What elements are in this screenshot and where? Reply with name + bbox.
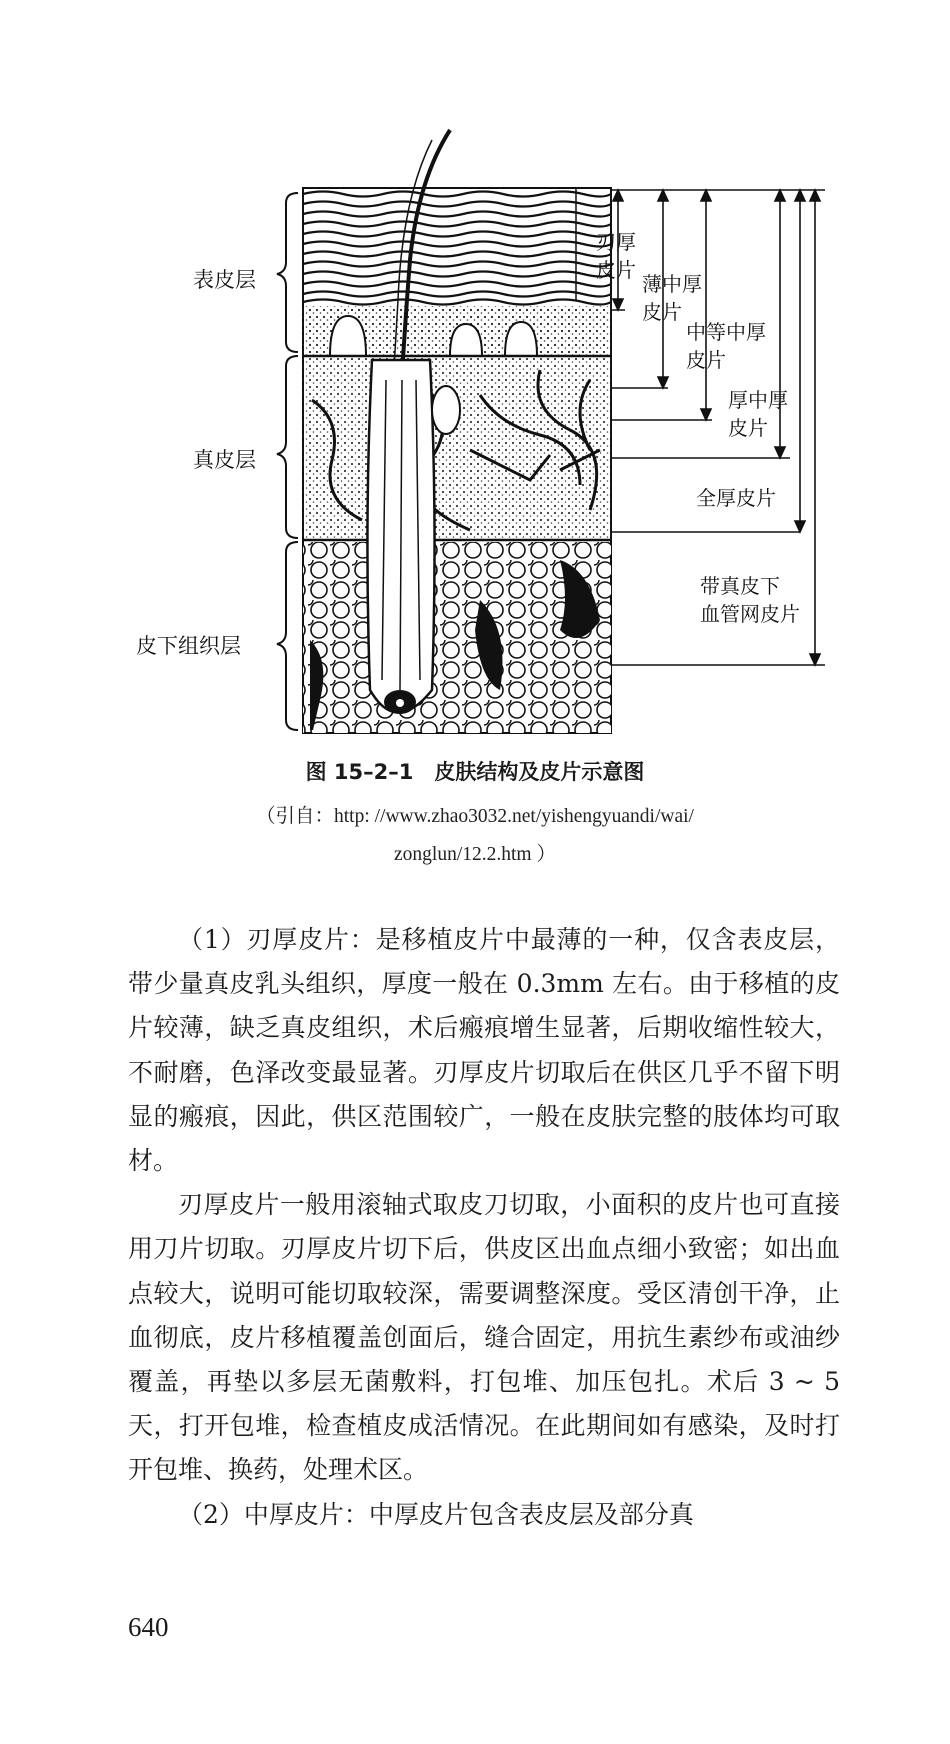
skin-cross-section-illustration	[0, 0, 950, 760]
tissue-block	[303, 130, 611, 733]
thickness-label-medium-intermediate: 中等中厚 皮片	[686, 320, 766, 372]
thickness-label-split: 刃厚 皮片	[596, 230, 636, 282]
layer-braces	[277, 193, 298, 730]
paragraph: （1）刃厚皮片：是移植皮片中最薄的一种，仅含表皮层，带少量真皮乳头组织，厚度一般在 0.3mm 左右。由于移植的皮片较薄，缺乏真皮组织，术后瘢痕增生显著，后期收缩性较大，不耐磨，色泽改变最显著。刃厚皮片切取后在供区几乎不留下明显的瘢痕，因此，供区范围较广，一般在皮肤完整的肢体均可取材。	[128, 925, 840, 1176]
page-number: 640	[128, 1612, 169, 1642]
subcutaneous-label: 皮下组织层	[136, 634, 241, 658]
subcutaneous-brace	[277, 542, 298, 730]
figure-source-line-1: （引自：http: //www.zhao3032.net/yishengyuandi/wai/	[256, 806, 694, 827]
dermis-brace	[277, 356, 298, 538]
paragraph: 刃厚皮片一般用滚轴式取皮刀切取，小面积的皮片也可直接用刀片切取。刃厚皮片切下后，供皮区出血点细小致密；如出血点较大，说明可能切取较深，需要调整深度。受区清创干净，止血彻底，皮片移植覆盖创面后，缝合固定，用抗生素纱布或油纱覆盖，再垫以多层无菌敷料，打包堆、加压包扎。术后 3 ~ 5 天，打开包堆，检查植皮成活情况。在此期间如有感染，及时打开包堆、换药，处理术区。	[128, 1190, 840, 1485]
body-text	[128, 918, 840, 1537]
paragraph: （2）中厚皮片：中厚皮片包含表皮层及部分真	[178, 1499, 694, 1529]
epidermis-label: 表皮层	[193, 268, 256, 292]
epidermis-brace	[277, 193, 298, 352]
figure-source-line-2: zonglun/12.2.htm ）	[394, 844, 556, 865]
figure-caption: 图 15–2–1 皮肤结构及皮片示意图	[305, 760, 645, 784]
dermis-label: 真皮层	[193, 448, 256, 472]
thickness-label-subdermal-plexus: 带真皮下 血管网皮片	[700, 574, 800, 626]
thickness-label-full: 全厚皮片	[696, 486, 776, 510]
thickness-label-thick-intermediate: 厚中厚 皮片	[728, 388, 788, 440]
thickness-label-thin-intermediate: 薄中厚 皮片	[642, 272, 702, 324]
